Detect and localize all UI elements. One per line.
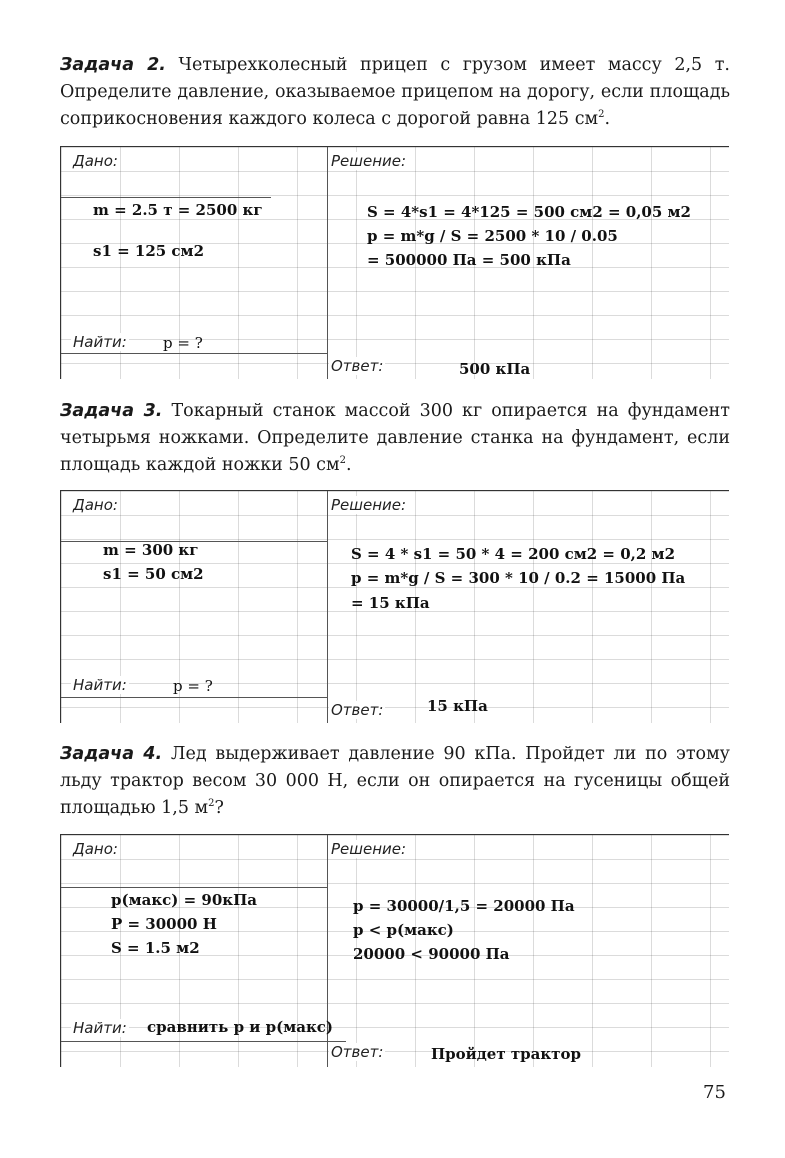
task-2-given-1: m = 2.5 т = 2500 кг xyxy=(93,201,263,219)
task-3-label: Задача 3. xyxy=(60,401,163,421)
task-3-given-2: s1 = 50 см2 xyxy=(103,565,204,583)
task-3-end: . xyxy=(345,455,352,475)
task-3-solution-1: S = 4 * s1 = 50 * 4 = 200 см2 = 0,2 м2 xyxy=(351,545,676,563)
task-3-solution-label: Решение: xyxy=(331,496,407,514)
page-number: 75 xyxy=(703,1082,726,1103)
task-2-end: . xyxy=(604,109,611,129)
task-2-statement xyxy=(60,52,730,133)
task-3-solution-3: = 15 кПа xyxy=(351,594,430,612)
task-4-solution-2: p < p(макс) xyxy=(353,921,454,939)
task-4-given-2: P = 30000 Н xyxy=(111,915,217,933)
task-4-solution-label: Решение: xyxy=(331,840,407,858)
task-3-answer: 15 кПа xyxy=(427,697,488,715)
task-4-label: Задача 4. xyxy=(60,744,163,764)
task-2-solution-3: = 500000 Па = 500 кПа xyxy=(367,251,571,269)
task-4-given-1: p(макс) = 90кПа xyxy=(111,891,258,909)
task-4-solution-3: 20000 < 90000 Па xyxy=(353,945,510,963)
task-2-given-label: Дано: xyxy=(73,152,118,170)
task-4-given-label: Дано: xyxy=(73,840,118,858)
task-4-sup: 2 xyxy=(208,798,215,810)
task-4-solution-box xyxy=(60,834,729,1067)
task-3-given-1: m = 300 кг xyxy=(103,541,199,559)
task-4-statement xyxy=(60,741,730,822)
task-3-answer-label: Ответ: xyxy=(331,701,384,719)
task-3-find-label: Найти: xyxy=(73,676,127,694)
task-3-solution-box xyxy=(60,490,729,723)
task-2-solution-2: p = m*g / S = 2500 * 10 / 0.05 xyxy=(367,227,618,245)
task-3-sup: 2 xyxy=(339,455,346,467)
task-4-answer-label: Ответ: xyxy=(331,1043,384,1061)
task-2-answer-label: Ответ: xyxy=(331,357,384,375)
task-4-solution-1: p = 30000/1,5 = 20000 Па xyxy=(353,897,575,915)
task-3-solution-2: p = m*g / S = 300 * 10 / 0.2 = 15000 Па xyxy=(351,569,686,587)
task-2-given-2: s1 = 125 см2 xyxy=(93,242,205,260)
task-4-find-label: Найти: xyxy=(73,1019,127,1037)
task-3-find: p = ? xyxy=(173,677,213,695)
task-2-label: Задача 2. xyxy=(60,55,166,75)
task-2-text: Четырехколесный прицеп с грузом имеет массу 2,5 т. Определите давление, оказываемое прицепом на дорогу, если площадь соприкосновения каждого колеса с дорогой равна 125 см xyxy=(60,55,730,129)
task-2-sup: 2 xyxy=(598,109,605,121)
task-2-find-label: Найти: xyxy=(73,333,127,351)
task-2-solution-box xyxy=(60,146,729,379)
task-2-find: p = ? xyxy=(163,334,203,352)
task-3-statement xyxy=(60,398,730,479)
task-4-answer: Пройдет трактор xyxy=(431,1045,581,1063)
task-2-answer: 500 кПа xyxy=(459,360,531,378)
task-4-end: ? xyxy=(214,798,224,818)
task-3-text: Токарный станок массой 300 кг опирается на фундамент четырьмя ножками. Определите давление станка на фундамент, если площадь каждой ножки 50 см xyxy=(60,401,730,475)
task-4-text: Лед выдерживает давление 90 кПа. Пройдет ли по этому льду трактор весом 30 000 Н, если он опирается на гусеницы общей площадью 1,5 м xyxy=(60,744,730,818)
task-2-solution-label: Решение: xyxy=(331,152,407,170)
task-3-given-label: Дано: xyxy=(73,496,118,514)
task-4-given-3: S = 1.5 м2 xyxy=(111,939,200,957)
task-2-solution-1: S = 4*s1 = 4*125 = 500 см2 = 0,05 м2 xyxy=(367,203,691,221)
task-4-find: сравнить p и p(макс) xyxy=(147,1018,334,1036)
